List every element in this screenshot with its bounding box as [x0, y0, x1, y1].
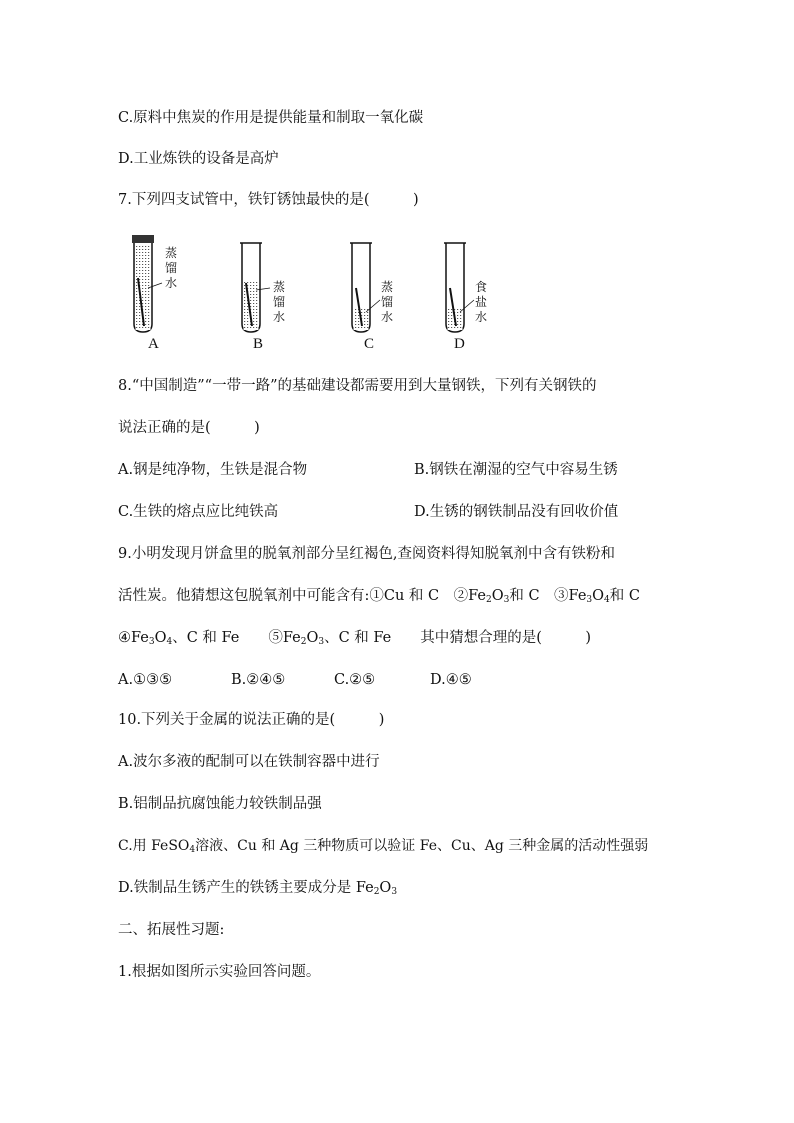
q9-option-b: B.②④⑤	[231, 672, 286, 688]
q9-option-d: D.④⑤	[430, 672, 472, 688]
section2-q1: 1.根据如图所示实验回答问题。	[118, 964, 321, 980]
q6-option-d: D.工业炼铁的设备是高炉	[118, 151, 279, 167]
tube-d	[444, 243, 474, 332]
q8-option-a: A.钢是纯净物，生铁是混合物	[118, 462, 308, 478]
section-heading: 二、拓展性习题:	[118, 922, 225, 938]
q8-stem-line1: 8.“中国制造”“一带一路”的基础建设都需要用到大量钢铁，下列有关钢铁的	[118, 378, 597, 394]
q6-option-c: C.原料中焦炭的作用是提供能量和制取一氧化碳	[118, 110, 424, 126]
tube-a-letter: A	[148, 336, 159, 352]
test-tube-figure	[118, 228, 498, 358]
q9-option-a: A.①③⑤	[118, 672, 173, 688]
q10-stem: 10.下列关于金属的说法正确的是( )	[118, 712, 385, 728]
tube-a-liquid-label: 蒸 馏 水	[164, 246, 177, 290]
tube-a	[132, 235, 162, 332]
q8-stem-line2: 说法正确的是( )	[118, 420, 260, 436]
tube-b-liquid-label: 蒸 馏 水	[272, 280, 285, 324]
tube-c-liquid-label: 蒸 馏 水	[380, 280, 393, 324]
q9-line2: 活性炭。他猜想这包脱氧剂中可能含有:①Cu 和 C $②Fe_2O_3$和 C $③Fe_3O_4$和 C	[118, 588, 640, 605]
tube-d-letter: D	[454, 336, 465, 352]
tube-c-letter: C	[364, 336, 375, 352]
q10-option-a: A.波尔多液的配制可以在铁制容器中进行	[118, 754, 380, 770]
q10-option-d: D.铁制品生锈产生的铁锈主要成分是 $Fe_2O_3$	[118, 880, 398, 897]
tube-c	[350, 243, 380, 332]
q8-option-b: B.钢铁在潮湿的空气中容易生锈	[414, 462, 618, 478]
rubber-stopper	[132, 235, 154, 243]
q7-stem: 7.下列四支试管中，铁钉锈蚀最快的是( )	[118, 192, 419, 208]
tube-b	[240, 243, 270, 332]
tube-d-liquid-label: 食 盐 水	[474, 280, 487, 324]
q9-option-c: C.②⑤	[334, 672, 376, 688]
q8-option-d: D.生锈的钢铁制品没有回收价值	[414, 504, 619, 520]
q10-option-b: B.铝制品抗腐蚀能力较铁制品强	[118, 796, 322, 812]
q9-line3: $④Fe_3O_4$、C 和 Fe $⑤Fe_2O_3$、C 和 Fe 其中猜想合理的是( )	[118, 630, 592, 647]
tube-b-letter: B	[253, 336, 264, 352]
q10-option-c: C.用 FeSO$_4$溶液、Cu 和 Ag 三种物质可以验证 Fe、Cu、Ag 三种金属的活动性强弱	[118, 838, 649, 855]
q9-line1: 9.小明发现月饼盒里的脱氧剂部分呈红褐色,查阅资料得知脱氧剂中含有铁粉和	[118, 546, 615, 562]
q8-option-c: C.生铁的熔点应比纯铁高	[118, 504, 279, 520]
